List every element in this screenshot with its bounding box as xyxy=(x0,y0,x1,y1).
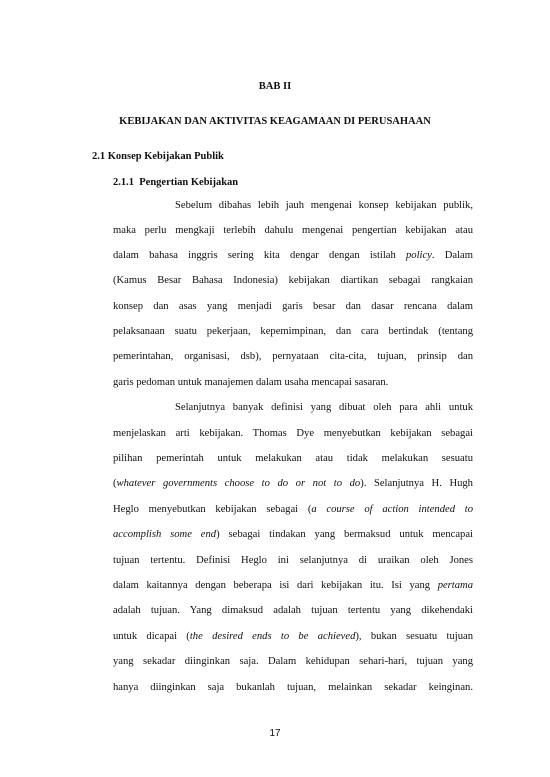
page-number: 17 xyxy=(269,728,281,739)
italic-term: pertama xyxy=(437,580,473,591)
paragraph-line: pelaksanaan suatu pekerjaan, kepemimpinan, dan cara bertindak (tentang xyxy=(113,326,473,337)
paragraph-line: menjelaskan arti kebijakan. Thomas Dye menyebutkan kebijakan sebagai xyxy=(113,428,473,439)
paragraph-line xyxy=(113,579,473,593)
subsection-title: Pengertian Kebijakan xyxy=(139,177,239,188)
paragraph-line xyxy=(113,528,473,542)
paragraph-line: pemerintahan, organisasi, dsb), pernyataan cita-cita, tujuan, prinsip dan xyxy=(113,351,473,362)
line-text: untuk dicapai ( xyxy=(113,631,190,642)
line-text: ( xyxy=(113,478,117,489)
line-text: ) sebagai tindakan yang bermaksud untuk mencapai xyxy=(216,529,473,540)
paragraph-line: yang sekadar diinginkan saja. Dalam kehidupan sehari-hari, tujuan yang xyxy=(113,656,473,667)
paragraph-line xyxy=(113,477,473,491)
paragraph-line: pilihan pemerintah untuk melakukan atau tidak melakukan sesuatu xyxy=(113,453,473,464)
italic-term: whatever governments choose to do or not to do xyxy=(116,478,361,489)
paragraph-line xyxy=(113,503,473,517)
italic-term: accomplish some end xyxy=(113,529,217,540)
chapter-label: BAB II xyxy=(258,81,292,92)
italic-term: the desired ends to be achieved xyxy=(189,631,356,642)
subsection-heading xyxy=(113,177,238,188)
line-text: dalam kaitannya dengan beberapa isi dari kebijakan itu. Isi yang xyxy=(113,580,438,591)
paragraph-line xyxy=(113,630,473,644)
line-text: dalam bahasa inggris sering kita dengar dengan istilah xyxy=(113,250,406,261)
paragraph-line: garis pedoman untuk manajemen dalam usaha mencapai sasaran. xyxy=(113,377,389,388)
paragraph-line xyxy=(113,249,473,263)
line-text: ), bukan sesuatu tujuan xyxy=(355,631,473,642)
italic-term: policy xyxy=(406,250,432,261)
line-text: . Dalam xyxy=(431,250,473,261)
paragraph-line: konsep dan asas yang menjadi garis besar dan dasar rencana dalam xyxy=(113,301,473,312)
paragraph-line: tujuan tertentu. Definisi Heglo ini selanjutnya di uraikan oleh Jones xyxy=(113,555,473,566)
section-heading: 2.1 Konsep Kebijakan Publik xyxy=(92,151,224,162)
paragraph-line: Selanjutnya banyak definisi yang dibuat oleh para ahli untuk xyxy=(175,402,473,413)
chapter-title: KEBIJAKAN DAN AKTIVITAS KEAGAMAAN DI PERUSAHAAN xyxy=(119,116,431,127)
paragraph-line: adalah tujuan. Yang dimaksud adalah tujuan tertentu yang dikehendaki xyxy=(113,605,473,616)
paragraph-line: maka perlu mengkaji terlebih dahulu mengenai pengertian kebijakan atau xyxy=(113,225,473,236)
paragraph-line: Sebelum dibahas lebih jauh mengenai konsep kebijakan publik, xyxy=(175,200,473,211)
paragraph-line: hanya diinginkan saja bukanlah tujuan, melainkan sekadar keinginan. xyxy=(113,682,473,693)
italic-term: a course of action intended to xyxy=(311,504,473,515)
paragraph-line: (Kamus Besar Bahasa Indonesia) kebijakan diartikan sebagai rangkaian xyxy=(113,275,473,286)
line-text: ). Selanjutnya H. Hugh xyxy=(360,478,473,489)
line-text: Heglo menyebutkan kebijakan sebagai ( xyxy=(113,504,312,515)
subsection-number: 2.1.1 xyxy=(113,177,134,188)
